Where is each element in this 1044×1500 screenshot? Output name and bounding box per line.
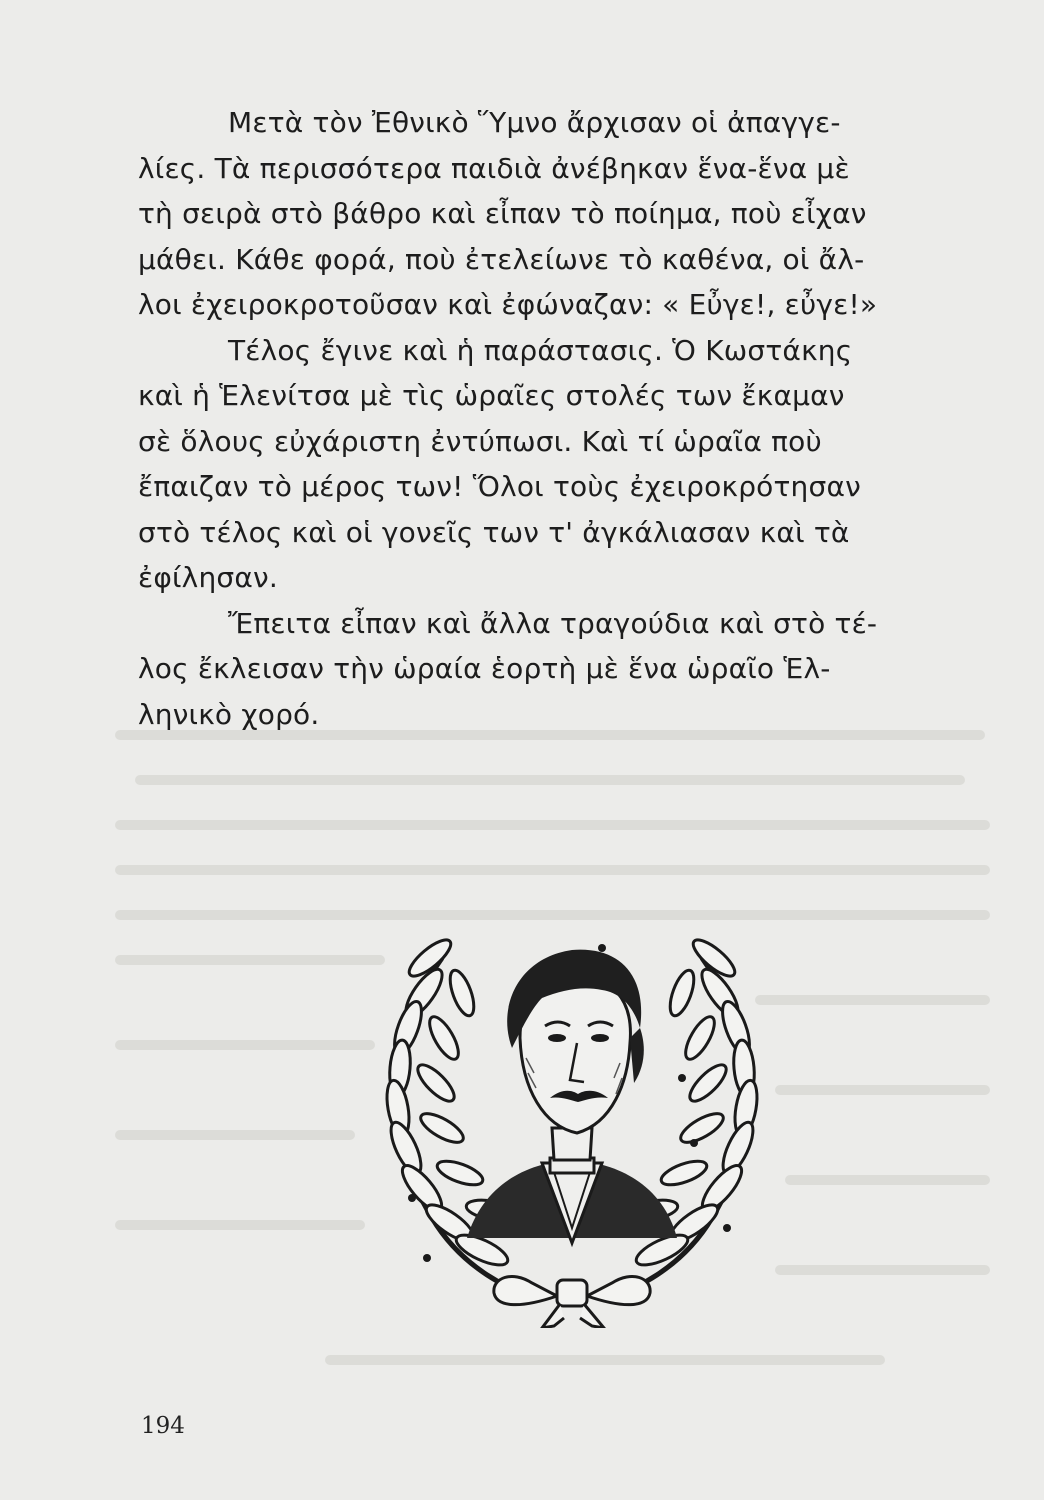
page-number: 194	[141, 1413, 185, 1439]
body-text	[138, 100, 988, 737]
paragraph-recitations: Μετὰ τὸν Ἐθνικὸ Ὕμνο ἄρχισαν οἱ ἀπαγγε- λίες. Τὰ περισσότερα παιδιὰ ἀνέβηκαν ἕνα-ἕνα μὲ τὴ σειρὰ στὸ βάθρο καὶ εἶπαν τὸ ποίημα, ποὺ εἶχαν μάθει. Κάθε φορά, ποὺ ἐτελείωνε τὸ καθένα, οἱ ἄλ- λοι ἐχειροκροτοῦσαν καὶ ἐφώναζαν: « Εὖγε!, εὖγε!»	[138, 106, 878, 321]
paragraph-performance: Τέλος ἔγινε καὶ ἡ παράστασις. Ὁ Κωστάκης καὶ ἡ Ἑλενίτσα μὲ τὶς ὡραῖες στολές των ἔκαμαν σὲ ὅλους εὐχάριστη ἐντύπωσι. Καὶ τί ὡραῖα ποὺ ἔπαιζαν τὸ μέρος των! Ὅλοι τοὺς ἐχειροκρότησαν στὸ τέλος καὶ οἱ γονεῖς των τ' ἀγκάλιασαν καὶ τὰ ἐφίλησαν.	[138, 333, 861, 594]
laurel-wreath-portrait-illustration	[372, 898, 772, 1328]
paragraph-closing-dance: Ἔπειτα εἶπαν καὶ ἄλλα τραγούδια καὶ στὸ τέ- λος ἔκλεισαν τὴν ὡραία ἑορτὴ μὲ ἕνα ὡραῖο Ἑλ- ληνικὸ χορό.	[138, 606, 878, 731]
ribbon-bow	[494, 1276, 650, 1328]
portrait-bust	[467, 950, 677, 1243]
